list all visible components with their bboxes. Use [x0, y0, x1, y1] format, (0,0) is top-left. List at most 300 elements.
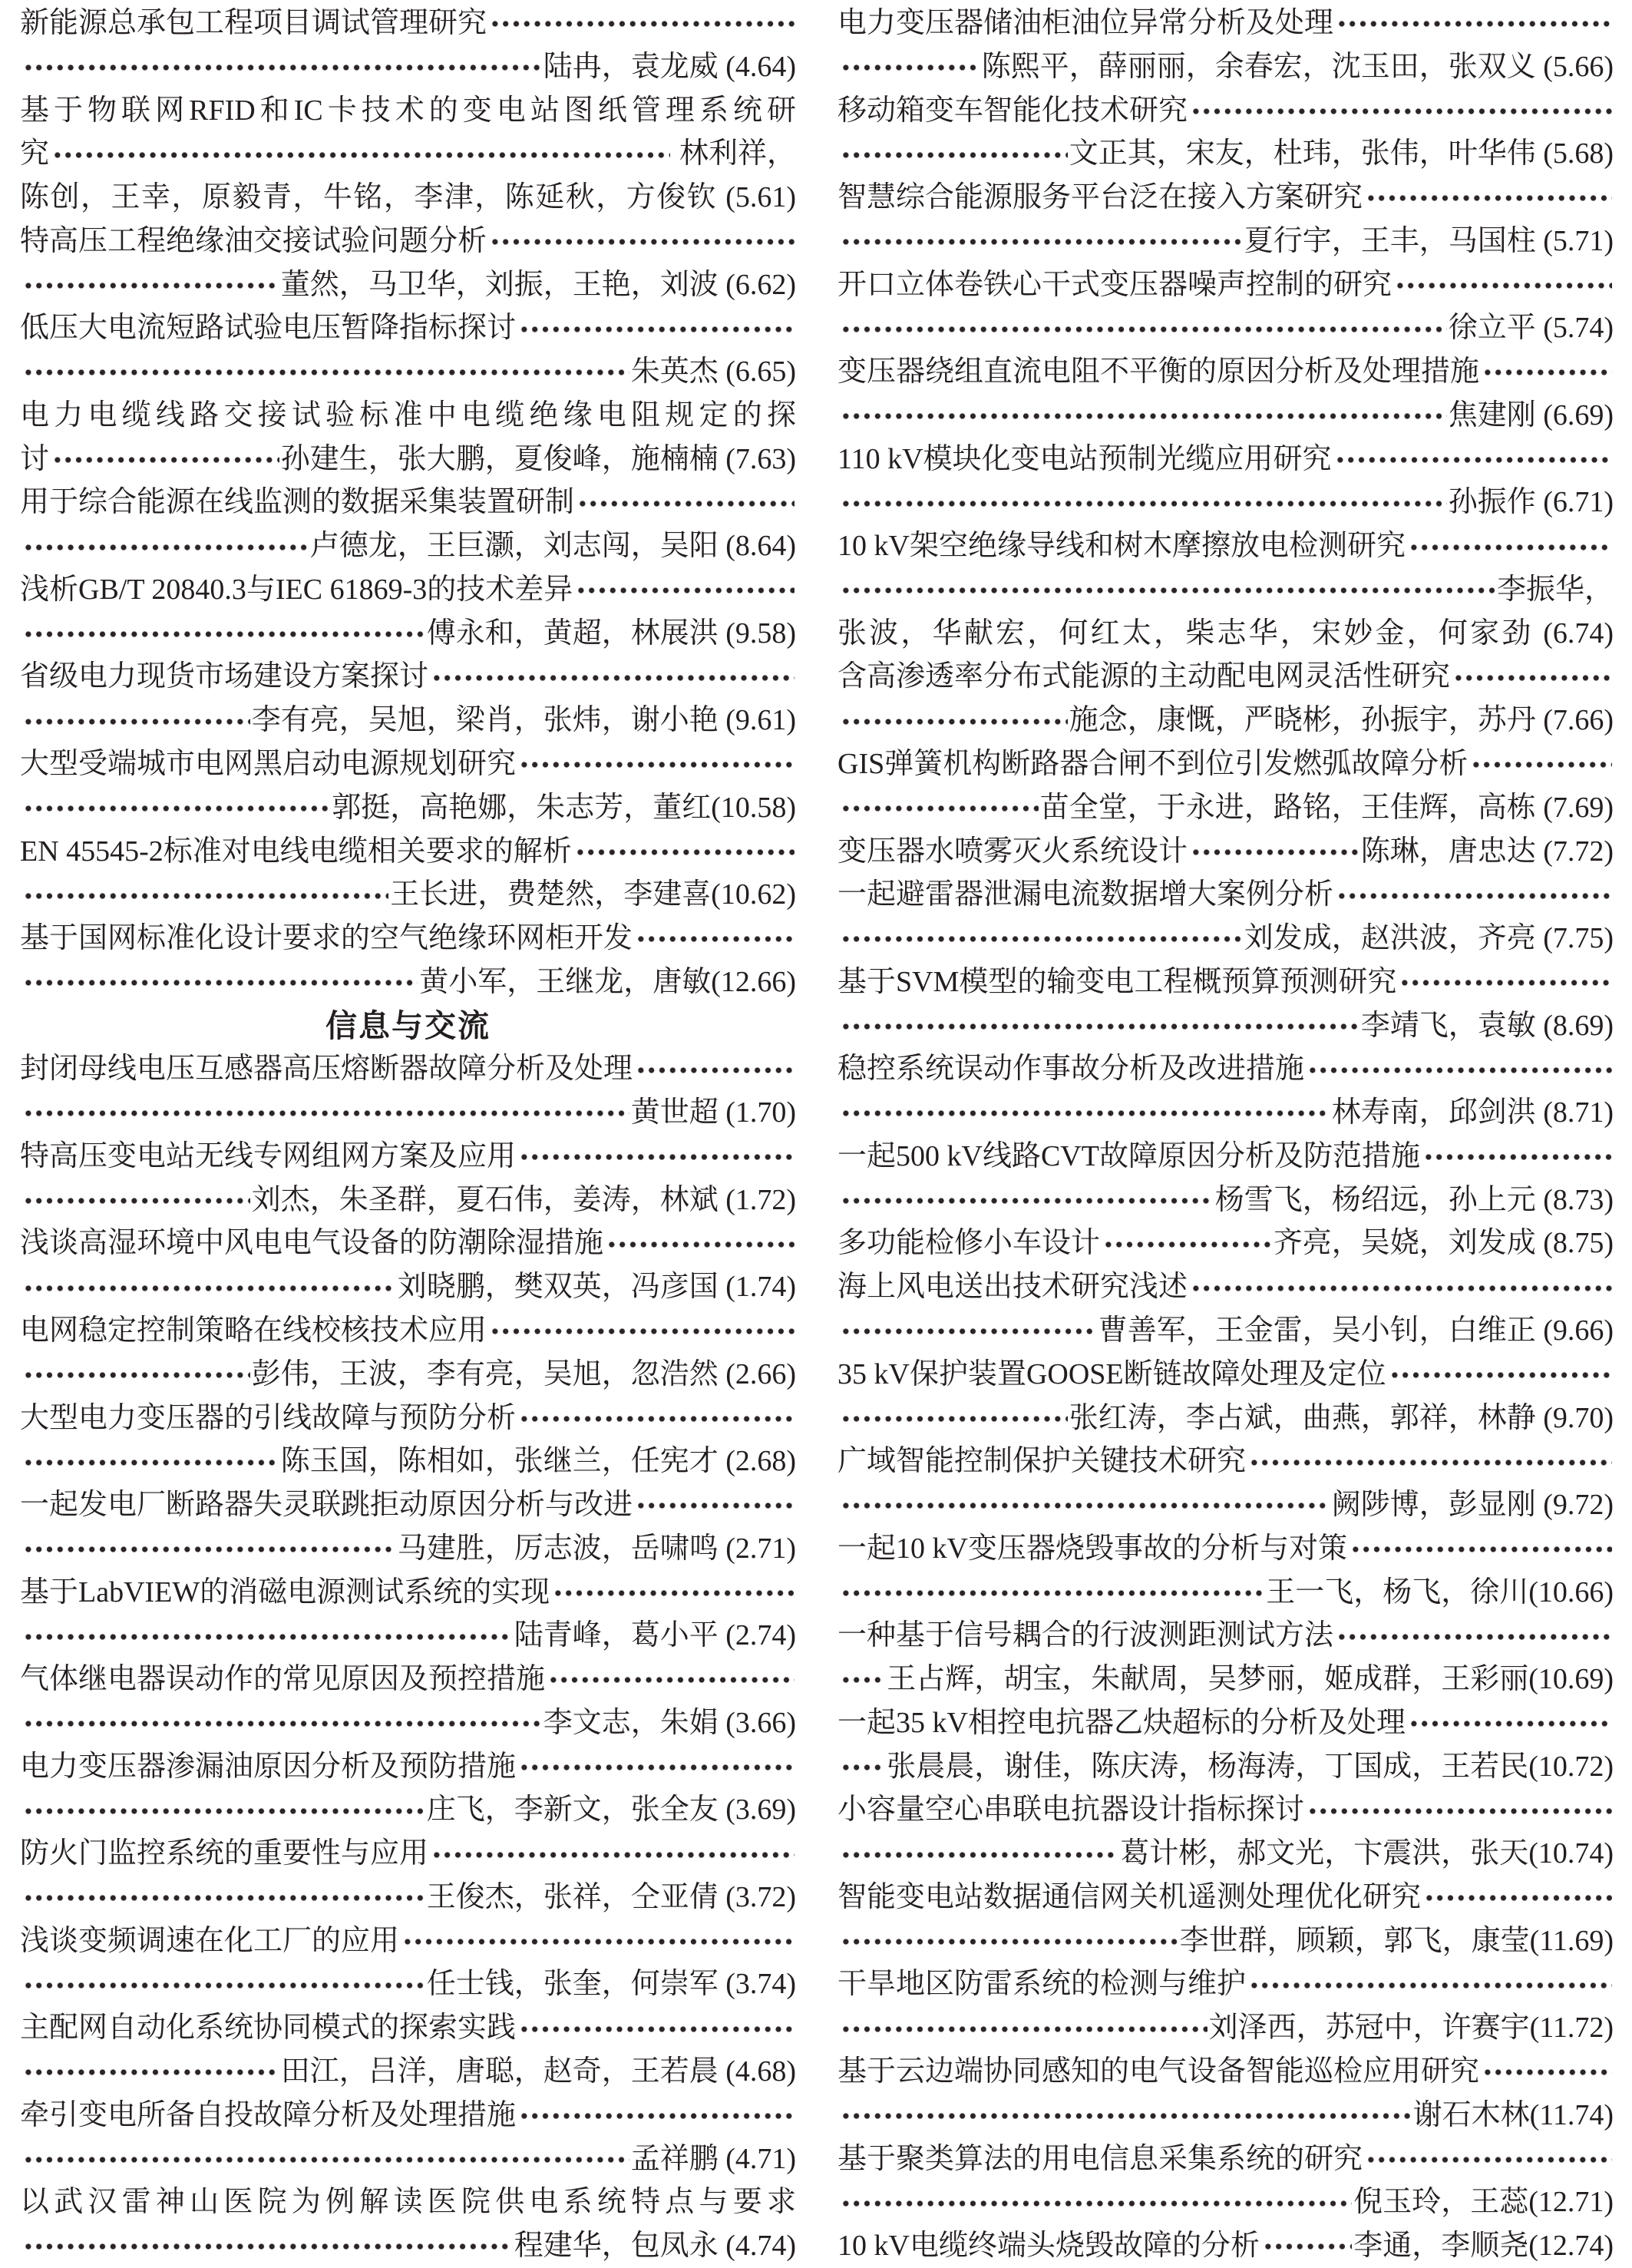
toc-text: 多功能检修小车设计: [837, 1227, 1101, 1260]
dot-leader: [1261, 2224, 1352, 2268]
toc-line: [837, 1876, 1614, 1919]
toc-text: 王一飞，杨飞，徐川(10.66): [1266, 1575, 1614, 1608]
dot-leader: [839, 2006, 1207, 2050]
dot-leader: [839, 568, 1495, 612]
dot-leader: [488, 1309, 795, 1353]
dot-leader: [517, 1745, 795, 1789]
toc-text: 阙陟博，彭显刚 (9.72): [1331, 1489, 1614, 1522]
toc-text: 刘发成，赵洪波，齐亮 (7.75): [1244, 922, 1614, 955]
toc-text: 曹善军，王金雷，吴小钊，白维正 (9.66): [1098, 1314, 1614, 1347]
toc-text: 施念，康慨，严晓彬，孙振宇，苏丹 (7.66): [1069, 704, 1614, 737]
dot-leader: [839, 699, 1068, 742]
dot-leader: [1306, 1788, 1612, 1832]
toc-text: 智能变电站数据通信网关机遥测处理优化研究: [837, 1880, 1422, 1913]
dot-leader: [517, 2094, 795, 2137]
toc-text: 基于国网标准化设计要求的空气绝缘环网柜开发: [20, 922, 633, 955]
toc-text: 张红涛，李占斌，曲燕，郭祥，林静 (9.70): [1069, 1401, 1614, 1434]
toc-text: 开口立体卷铁心干式变压器噪声控制的研究: [837, 268, 1392, 301]
toc-line: [837, 1483, 1614, 1527]
dot-leader: [1481, 2050, 1612, 2094]
toc-text: 王长进，费楚然，李建喜(10.62): [390, 878, 796, 911]
toc-text: 广域智能控制保护关键技术研究: [837, 1445, 1247, 1478]
toc-line: [20, 89, 796, 133]
dot-leader: [1102, 1222, 1272, 1265]
toc-line: [20, 1876, 796, 1919]
dot-leader: [547, 1658, 795, 1701]
toc-line: [20, 45, 796, 89]
toc-line: [837, 89, 1614, 133]
toc-line: [837, 2224, 1614, 2268]
toc-text: 浅析GB/T 20840.3与IEC 61869-3的技术差异: [20, 573, 573, 606]
toc-text: 黄世超 (1.70): [630, 1096, 796, 1129]
toc-text: 大型受端城市电网黑启动电源规划研究: [20, 748, 517, 781]
toc-text: GIS弹簧机构断路器合闸不到位引发燃弧故障分析: [837, 748, 1468, 781]
toc-line: [20, 2137, 796, 2181]
toc-text: 马建胜，厉志波，岳啸鸣 (2.71): [397, 1532, 796, 1565]
toc-text: 牵引变电所备自投故障分析及处理措施: [20, 2098, 517, 2131]
toc-line: [837, 699, 1614, 742]
section-header: [20, 1004, 796, 1048]
toc-line: [837, 2094, 1614, 2137]
dot-leader: [21, 1614, 513, 1658]
toc-text: 封闭母线电压互感器高压熔断器故障分析及处理: [20, 1053, 633, 1086]
toc-text: 陈琳，唐忠达 (7.72): [1360, 835, 1614, 868]
dot-leader: [1407, 1701, 1612, 1745]
dot-leader: [1388, 1353, 1612, 1397]
section-header-label: 信息与交流: [325, 1007, 491, 1043]
toc-line: [837, 830, 1614, 874]
dot-leader: [1393, 263, 1612, 307]
toc-line: [837, 176, 1614, 220]
toc-line: [837, 306, 1614, 350]
toc-line: [20, 2006, 796, 2050]
toc-line: [837, 1701, 1614, 1745]
toc-text: 倪玉玲，王蕊(12.71): [1353, 2186, 1614, 2219]
toc-line: [20, 1614, 796, 1658]
toc-line: [837, 786, 1614, 830]
toc-line: [20, 132, 796, 176]
toc-text: 李文志，朱娟 (3.66): [543, 1706, 796, 1739]
toc-text: 陈熙平，薛丽丽，余春宏，沈玉田，张双义 (5.66): [981, 50, 1614, 83]
toc-text: 一起500 kV线路CVT故障原因分析及防范措施: [837, 1139, 1420, 1172]
dot-leader: [517, 1397, 795, 1440]
dot-leader: [1189, 830, 1359, 874]
dot-leader: [839, 2180, 1352, 2224]
toc-line: [837, 1962, 1614, 2006]
toc-text: 电力电缆线路交接试验标准中电缆绝缘电阻规定的探: [20, 398, 796, 431]
toc-text: 电力变压器储油柜油位异常分析及处理: [837, 7, 1334, 39]
toc-line: [837, 1788, 1614, 1832]
toc-line: [837, 2050, 1614, 2094]
toc-text: 任士钱，张奎，何崇军 (3.74): [426, 1968, 796, 2001]
dot-leader: [634, 917, 795, 960]
toc-line: [837, 1135, 1614, 1179]
toc-text: 基于SVM模型的输变电工程概预算预测研究: [837, 965, 1397, 998]
toc-line: [20, 1962, 796, 2006]
dot-leader: [1469, 742, 1612, 786]
toc-line: [20, 655, 796, 699]
toc-line: [837, 742, 1614, 786]
toc-text: 用于综合能源在线监测的数据采集装置研制: [20, 486, 575, 519]
toc-text: 10 kV架空绝缘导线和树木摩擦放电检测研究: [837, 530, 1406, 563]
dot-leader: [21, 2050, 279, 2094]
dot-leader: [839, 917, 1243, 960]
dot-leader: [21, 263, 279, 307]
toc-line: [837, 1353, 1614, 1397]
toc-line: [837, 1222, 1614, 1265]
toc-text: 夏行宇，王丰，马国柱 (5.71): [1244, 224, 1614, 257]
dot-leader: [1335, 873, 1612, 917]
dot-leader: [21, 960, 418, 1004]
dot-leader: [839, 786, 1039, 830]
toc-line: [20, 873, 796, 917]
toc-line: [837, 350, 1614, 394]
toc-text: 新能源总承包工程项目调试管理研究: [20, 7, 487, 39]
dot-leader: [21, 1091, 629, 1135]
dot-leader: [839, 481, 1447, 524]
toc-line: [20, 2, 796, 45]
toc-line: [20, 1658, 796, 1701]
toc-text: 董然，马卫华，刘振，王艳，刘波 (6.62): [280, 268, 796, 301]
toc-line: [20, 1745, 796, 1789]
toc-text: 讨: [20, 442, 50, 475]
dot-leader: [517, 742, 795, 786]
toc-text: 变压器绕组直流电阻不平衡的原因分析及处理措施: [837, 355, 1480, 388]
dot-leader: [1422, 1135, 1612, 1179]
toc-line: [20, 960, 796, 1004]
dot-leader: [517, 2006, 795, 2050]
dot-leader: [605, 1222, 795, 1265]
dot-leader: [21, 699, 250, 742]
toc-text: 傅永和，黄超，林展洪 (9.58): [426, 617, 796, 650]
toc-text: 郭挺，高艳娜，朱志芳，董红(10.58): [332, 791, 796, 824]
toc-text: 一种基于信号耦合的行波测距测试方法: [837, 1619, 1334, 1652]
toc-line: [837, 1265, 1614, 1309]
toc-line: [20, 2180, 796, 2224]
dot-leader: [839, 1571, 1264, 1615]
dot-leader: [839, 1004, 1359, 1048]
toc-text: 一起避雷器泄漏电流数据增大案例分析: [837, 878, 1334, 911]
toc-text: 李世群，顾颖，郭飞，康莹(11.69): [1179, 1924, 1614, 1957]
toc-line: [837, 568, 1614, 612]
dot-leader: [839, 1309, 1097, 1353]
toc-text: 陆青峰，葛小平 (2.74): [514, 1619, 796, 1652]
toc-line: [20, 1091, 796, 1135]
toc-line: [20, 1222, 796, 1265]
dot-leader: [551, 1571, 795, 1615]
toc-line: [20, 1440, 796, 1483]
toc-line: [837, 1571, 1614, 1615]
toc-line: [837, 1004, 1614, 1048]
toc-text: 田江，吕洋，唐聪，赵奇，王若晨 (4.68): [280, 2055, 796, 2088]
toc-line: [20, 481, 796, 524]
dot-leader: [839, 2094, 1412, 2137]
dot-leader: [576, 481, 795, 524]
toc-line: [20, 1919, 796, 1963]
dot-leader: [517, 1135, 795, 1179]
dot-leader: [634, 1047, 795, 1091]
dot-leader: [1189, 89, 1612, 133]
toc-line: [20, 263, 796, 307]
dot-leader: [21, 2224, 513, 2268]
toc-line: [837, 1091, 1614, 1135]
toc-text: 苗全堂，于永进，路铭，王佳辉，高栋 (7.69): [1039, 791, 1614, 824]
toc-line: [20, 220, 796, 263]
toc-line: [837, 655, 1614, 699]
dot-leader: [839, 1397, 1068, 1440]
toc-line: [20, 1788, 796, 1832]
toc-text: 浅谈变频调速在化工厂的应用: [20, 1924, 400, 1957]
toc-text: 陈创，王幸，原毅青，牛铭，李津，陈延秋，方俊钦 (5.61): [20, 181, 796, 214]
dot-leader: [1335, 2, 1612, 45]
toc-line: [20, 394, 796, 438]
toc-text: 刘泽西，苏冠中，许赛宇(11.72): [1208, 2012, 1614, 2045]
toc-text: 电网稳定控制策略在线校核技术应用: [20, 1314, 487, 1347]
toc-text: 基于LabVIEW的消磁电源测试系统的实现: [20, 1575, 550, 1608]
toc-text: 防火门监控系统的重要性与应用: [20, 1837, 429, 1870]
toc-text: 特高压工程绝缘油交接试验问题分析: [20, 224, 487, 257]
dot-leader: [21, 873, 388, 917]
toc-line: [20, 350, 796, 394]
toc-text: 一起发电厂断路器失灵联跳拒动原因分析与改进: [20, 1489, 633, 1522]
dot-leader: [1364, 176, 1612, 220]
dot-leader: [21, 350, 629, 394]
toc-line: [837, 1397, 1614, 1440]
toc-line: [837, 1047, 1614, 1091]
dot-leader: [839, 1658, 885, 1701]
toc-text: 小容量空心串联电抗器设计指标探讨: [837, 1794, 1305, 1827]
toc-text: 省级电力现货市场建设方案探讨: [20, 660, 429, 693]
toc-text: 干旱地区防雷系统的检测与维护: [837, 1968, 1247, 2001]
dot-leader: [573, 830, 795, 874]
dot-leader: [839, 1483, 1330, 1527]
dot-leader: [21, 2137, 629, 2181]
toc-text: 110 kV模块化变电站预制光缆应用研究: [837, 442, 1332, 475]
toc-text: 焦建刚 (6.69): [1448, 398, 1614, 431]
toc-line: [837, 481, 1614, 524]
toc-text: 低压大电流短路试验电压暂降指标探讨: [20, 312, 517, 345]
toc-line: [20, 2094, 796, 2137]
toc-text: 林寿南，邱剑洪 (8.71): [1331, 1096, 1614, 1129]
toc-text: 稳控系统误动作事故分析及改进措施: [837, 1053, 1305, 1086]
dot-leader: [839, 306, 1447, 350]
toc-line: [837, 1745, 1614, 1789]
toc-text: 特高压变电站无线专网组网方案及应用: [20, 1139, 517, 1172]
dot-leader: [839, 45, 980, 89]
dot-leader: [21, 45, 542, 89]
toc-text: 李有亮，吴旭，梁肖，张炜，谢小艳 (9.61): [251, 704, 796, 737]
toc-line: [837, 917, 1614, 960]
dot-leader: [1364, 2137, 1612, 2181]
toc-line: [20, 917, 796, 960]
dot-leader: [21, 1962, 425, 2006]
dot-leader: [1398, 960, 1612, 1004]
dot-leader: [430, 655, 795, 699]
toc-text: 一起35 kV相控电抗器乙炔超标的分析及处理: [837, 1706, 1406, 1739]
toc-line: [20, 1179, 796, 1222]
toc-line: [837, 132, 1614, 176]
toc-line: [20, 1483, 796, 1527]
dot-leader: [1422, 1876, 1612, 1919]
toc-text: 孟祥鹏 (4.71): [630, 2142, 796, 2175]
toc-text: EN 45545-2标准对电线电缆相关要求的解析: [20, 835, 572, 868]
dot-leader: [430, 1832, 795, 1876]
dot-leader: [1247, 1440, 1612, 1483]
toc-line: [20, 1832, 796, 1876]
toc-line: [20, 786, 796, 830]
toc-text: 王俊杰，张祥，仝亚倩 (3.72): [426, 1880, 796, 1913]
dot-leader: [21, 1527, 396, 1571]
dot-leader: [1306, 1047, 1612, 1091]
toc-line: [837, 2180, 1614, 2224]
toc-line: [20, 1353, 796, 1397]
dot-leader: [1247, 1962, 1612, 2006]
dot-leader: [488, 2, 795, 45]
toc-line: [20, 1397, 796, 1440]
toc-text: 一起10 kV变压器烧毁事故的分析与对策: [837, 1532, 1347, 1565]
toc-line: [837, 1919, 1614, 1963]
toc-line: [20, 1571, 796, 1615]
toc-text: 智慧综合能源服务平台泛在接入方案研究: [837, 181, 1363, 214]
toc-line: [20, 742, 796, 786]
dot-leader: [1189, 1265, 1612, 1309]
dot-leader: [839, 394, 1447, 438]
toc-text: 杨雪飞，杨绍远，孙上元 (8.73): [1214, 1183, 1614, 1216]
dot-leader: [21, 1353, 250, 1397]
dot-leader: [401, 1919, 795, 1963]
toc-line: [837, 1614, 1614, 1658]
toc-text: 文正其，宋友，杜玮，张伟，叶华伟 (5.68): [1069, 137, 1614, 170]
dot-leader: [839, 1091, 1330, 1135]
dot-leader: [574, 568, 795, 612]
toc-text: 基于云边端协同感知的电气设备智能巡检应用研究: [837, 2055, 1480, 2088]
toc-text: 谢石木林(11.74): [1412, 2098, 1614, 2131]
toc-text: 林利祥，: [672, 137, 796, 170]
toc-text: 齐亮，吴娆，刘发成 (8.75): [1273, 1227, 1614, 1260]
toc-line: [20, 306, 796, 350]
toc-line: [837, 1309, 1614, 1353]
toc-text: 电力变压器渗漏油原因分析及预防措施: [20, 1750, 517, 1783]
toc-text: 王占辉，胡宝，朱献周，吴梦丽，姬成群，王彩丽(10.69): [887, 1663, 1614, 1696]
toc-text: 含高渗透率分布式能源的主动配电网灵活性研究: [837, 660, 1451, 693]
toc-text: 变压器水喷雾灭火系统设计: [837, 835, 1188, 868]
toc-line: [20, 176, 796, 220]
toc-text: 刘晓鹏，樊双英，冯彦国 (1.74): [397, 1271, 796, 1304]
toc-line: [837, 2006, 1614, 2050]
toc-line: [837, 1832, 1614, 1876]
toc-text: 黄小军，王继龙，唐敏(12.66): [419, 965, 796, 998]
toc-text: 10 kV电缆终端头烧毁故障的分析: [837, 2230, 1260, 2263]
toc-line: [837, 612, 1614, 656]
toc-text: 刘杰，朱圣群，夏石伟，姜涛，林斌 (1.72): [251, 1183, 796, 1216]
toc-text: 李通，李顺尧(12.74): [1353, 2230, 1614, 2263]
dot-leader: [21, 1876, 425, 1919]
dot-leader: [21, 1440, 279, 1483]
toc-text: 以武汉雷神山医院为例解读医院供电系统特点与要求: [20, 2186, 796, 2219]
toc-line: [20, 2050, 796, 2094]
toc-text: 陆冉，袁龙威 (4.64): [543, 50, 796, 83]
toc-line: [20, 1701, 796, 1745]
toc-line: [837, 873, 1614, 917]
toc-line: [20, 1309, 796, 1353]
toc-line: [837, 45, 1614, 89]
toc-line: [20, 1265, 796, 1309]
toc-text: 陈玉国，陈相如，张继兰，任宪才 (2.68): [280, 1445, 796, 1478]
toc-text: 庄飞，李新文，张全友 (3.69): [426, 1794, 796, 1827]
dot-leader: [21, 1265, 396, 1309]
toc-text: 彭伟，王波，李有亮，吴旭，忽浩然 (2.66): [251, 1357, 796, 1390]
toc-line: [837, 1440, 1614, 1483]
dot-leader: [21, 1701, 542, 1745]
toc-line: [20, 438, 796, 481]
dot-leader: [21, 786, 330, 830]
toc-line: [20, 830, 796, 874]
dot-leader: [21, 612, 425, 656]
dot-leader: [839, 1179, 1214, 1222]
toc-line: [837, 1179, 1614, 1222]
toc-line: [837, 438, 1614, 481]
toc-line: [20, 568, 796, 612]
toc-line: [20, 1047, 796, 1091]
toc-line: [837, 394, 1614, 438]
toc-line: [837, 960, 1614, 1004]
toc-line: [837, 1658, 1614, 1701]
toc-text: 徐立平 (5.74): [1448, 312, 1614, 345]
toc-text: 李振华，: [1496, 573, 1614, 606]
dot-leader: [21, 524, 309, 568]
toc-text: 浅谈高湿环境中风电电气设备的防潮除湿措施: [20, 1227, 604, 1260]
dot-leader: [839, 1832, 1118, 1876]
toc-text: 气体继电器误动作的常见原因及预控措施: [20, 1663, 546, 1696]
toc-line: [837, 2, 1614, 45]
toc-text: 李靖飞，袁敏 (8.69): [1360, 1009, 1614, 1042]
dot-leader: [839, 132, 1068, 176]
toc-text: 基于物联网RFID和IC卡技术的变电站图纸管理系统研: [20, 94, 796, 127]
dot-leader: [1452, 655, 1612, 699]
toc-text: 葛计彬，郝文光，卞震洪，张天(10.74): [1120, 1837, 1614, 1870]
toc-text: 基于聚类算法的用电信息采集系统的研究: [837, 2142, 1363, 2175]
toc-line: [837, 263, 1614, 307]
toc-text: 张波，华献宏，何红太，柴志华，宋妙金，何家劲 (6.74): [837, 617, 1614, 650]
toc-line: [20, 2224, 796, 2268]
dot-leader: [21, 1179, 250, 1222]
dot-leader: [1335, 1614, 1612, 1658]
toc-text: 孙振作 (6.71): [1448, 486, 1614, 519]
dot-leader: [1481, 350, 1612, 394]
dot-leader: [1407, 524, 1612, 568]
toc-line: [837, 220, 1614, 263]
toc-column-right: [837, 2, 1614, 2267]
dot-leader: [488, 220, 795, 263]
toc-line: [20, 699, 796, 742]
toc-text: 海上风电送出技术研究浅述: [837, 1271, 1188, 1304]
toc-column-left: [20, 2, 796, 2267]
toc-line: [837, 1527, 1614, 1571]
toc-text: 卢德龙，王巨灏，刘志闯，吴阳 (8.64): [309, 530, 796, 563]
dot-leader: [634, 1483, 795, 1527]
toc-text: 大型电力变压器的引线故障与预防分析: [20, 1401, 517, 1434]
dot-leader: [21, 1788, 425, 1832]
toc-text: 孙建生，张大鹏，夏俊峰，施楠楠 (7.63): [280, 442, 796, 475]
toc-text: 张晨晨，谢佳，陈庆涛，杨海涛，丁国成，王若民(10.72): [887, 1750, 1614, 1783]
dot-leader: [51, 132, 670, 176]
toc-line: [837, 524, 1614, 568]
dot-leader: [1349, 1527, 1612, 1571]
toc-text: 究: [20, 137, 50, 170]
dot-leader: [517, 306, 795, 350]
toc-text: 35 kV保护装置GOOSE断链故障处理及定位: [837, 1357, 1386, 1390]
toc-text: 主配网自动化系统协同模式的探索实践: [20, 2012, 517, 2045]
